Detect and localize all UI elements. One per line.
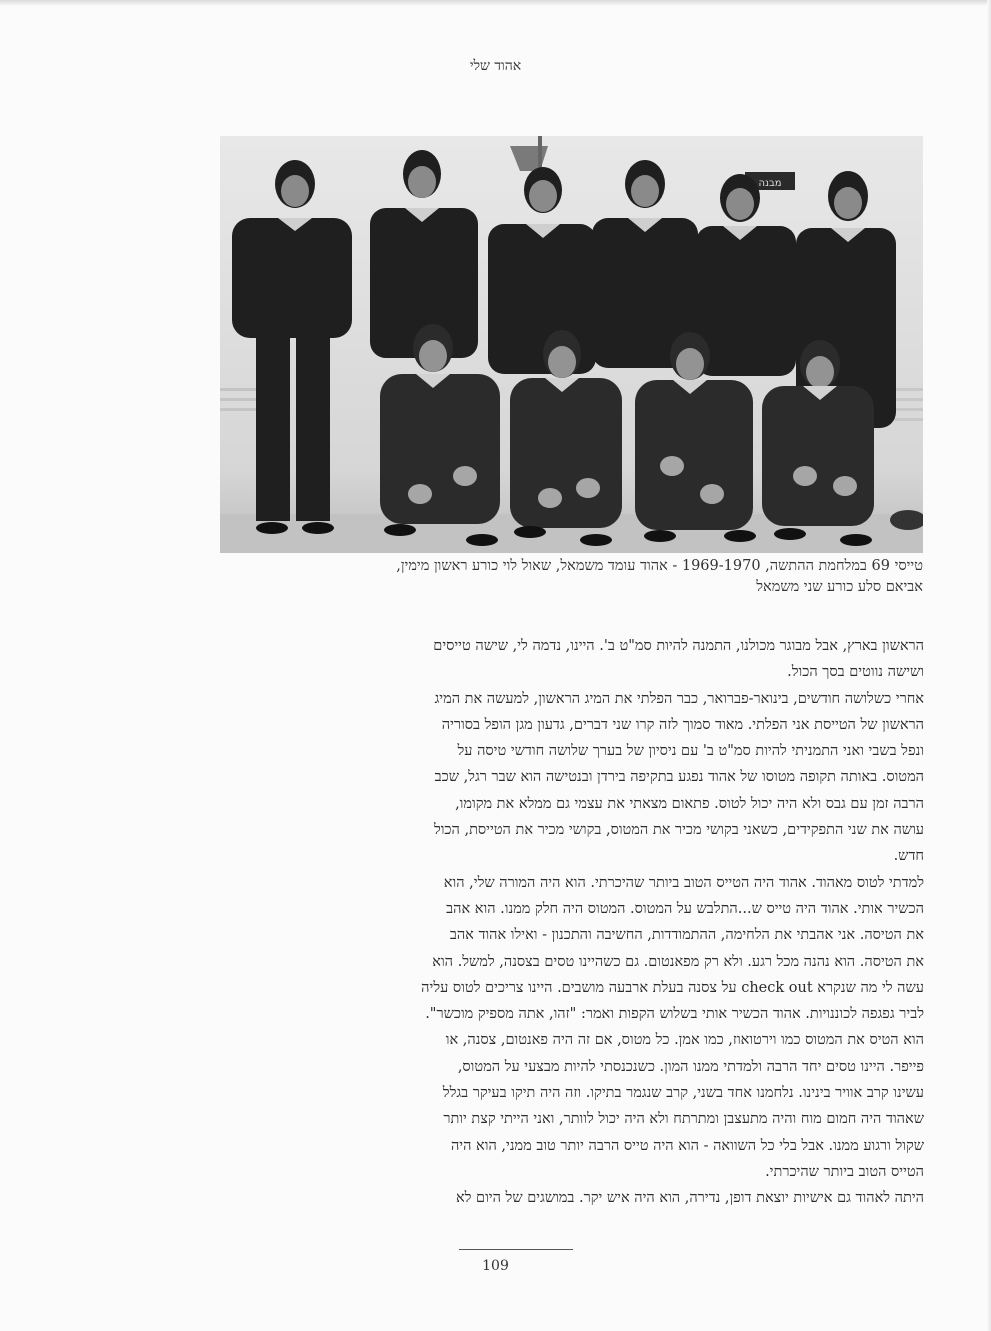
scan-edge-right	[987, 0, 991, 1331]
page-number: 109	[482, 1258, 509, 1274]
text-line: הכשיר אותי. אהוד היה טייס ש...התלבש על המטוס. המטוס היה חלק ממנו. הוא אהב	[446, 900, 924, 917]
text-line: ונפל בשבי ואני התמניתי להיות סמ"ט ב' עם ניסיון של בערך שלושה חודשי טיסה על	[457, 743, 924, 760]
text-line: למדתי לטוס מאהוד. אהוד היה הטייס הטוב ביותר שהיכרתי. הוא היה המורה שלי, הוא	[443, 874, 924, 891]
caption-line: טייסי 69 במלחמת ההתשה, 1969-1970 - אהוד עומד משמאל, שאול לוי כורע ראשון מימין,	[396, 558, 923, 574]
text-line: עשה לי מה שנקרא check out על צסנה בעלת ארבעה מושבים. היינו צריכים לטוס עליה	[421, 979, 924, 996]
running-header: אהוד שלי	[469, 58, 522, 74]
footer-rule	[459, 1249, 573, 1250]
text-line: את הטיסה. אני אהבתי את הלחימה, ההתמודדות, החשיבה והתכנון - ואילו אהוד אהב	[449, 927, 924, 944]
text-line: הרבה זמן עם גבס ולא היה יכול לטוס. פתאום מצאתי את עצמי גם ממלא את מקומו,	[455, 795, 924, 812]
text-line: הטייס הטוב ביותר שהיכרתי.	[765, 1163, 924, 1180]
group-photo-illustration	[220, 136, 923, 553]
text-line: ושישה נווטים בסך הכול.	[787, 664, 924, 681]
scan-edge	[0, 0, 991, 6]
text-line: פייפר. היינו טסים יחד הרבה ולמדתי ממנו המון. כשנכנסתי להיות מבצעי על המטוס,	[457, 1058, 924, 1075]
body-text	[218, 633, 924, 1212]
text-line: המטוס. באותה תקופה מטוסו של אהוד נפגע בתקיפה בירדן ובנטישה הוא שבר רגל, שכב	[434, 769, 924, 786]
text-line: שאהוד היה חמום מוח והיה מתעצבן ומתרתח ולא היה יכול לוותר, ואני הייתי קצת יותר	[443, 1111, 924, 1128]
text-line: הוא הטיס את המטוס כמו וירטואוז, כמו אמן. כל מטוס, אם זה היה פאנטום, צסנה, או	[445, 1032, 924, 1049]
text-line: הראשון של הטייסת אני הפלתי. מאוד סמוך לזה קרו שני דברים, גדעון מגן הופל בסוריה	[441, 716, 924, 733]
text-line: עושה את שני התפקידים, כשאני בקושי מכיר את המטוס, בקושי מכיר את הטייסת, הכול	[433, 822, 924, 839]
photo-caption	[220, 556, 923, 598]
text-line: שקול ורגוע ממנו. אבל בלי כל השוואה - הוא היה טייס הרבה יותר טוב ממני, הוא היה	[450, 1137, 924, 1154]
text-line: היתה לאהוד גם אישיות יוצאת דופן, נדירה, הוא היה איש יקר. במושגים של היום לא	[455, 1190, 924, 1207]
text-line: חדש.	[893, 848, 924, 865]
text-line: הראשון בארץ, אבל מבוגר מכולנו, התמנה להיות סמ"ט ב'. היינו, נדמה לי, שישה טייסים	[433, 638, 924, 654]
photo-sign: מבנה	[758, 178, 782, 189]
caption-line: אביאם סלע כורע שני משמאל	[756, 579, 923, 595]
text-line: עשינו קרב אוויר בינינו. נלחמנו אחד בשני, קרב שנגמר בתיקו. וזה היה תיקו בעיקר בגלל	[442, 1085, 924, 1102]
text-line: אחרי כשלושה חודשים, בינואר-פברואר, כבר הפלתי את המיג הראשון, למעשה את המיג	[434, 690, 924, 707]
text-line: לביר גפגפה לכוננויות. אהוד הכשיר אותי בשלוש הקפות ואמר: "זהו, אתה מספיק מוכשר".	[425, 1006, 924, 1023]
text-line: את הטיסה. הוא נהנה מכל רגע. ולא רק מפאנטום. גם כשהיינו טסים בצסנה, למשל. הוא	[432, 953, 924, 970]
group-photo	[220, 136, 923, 553]
